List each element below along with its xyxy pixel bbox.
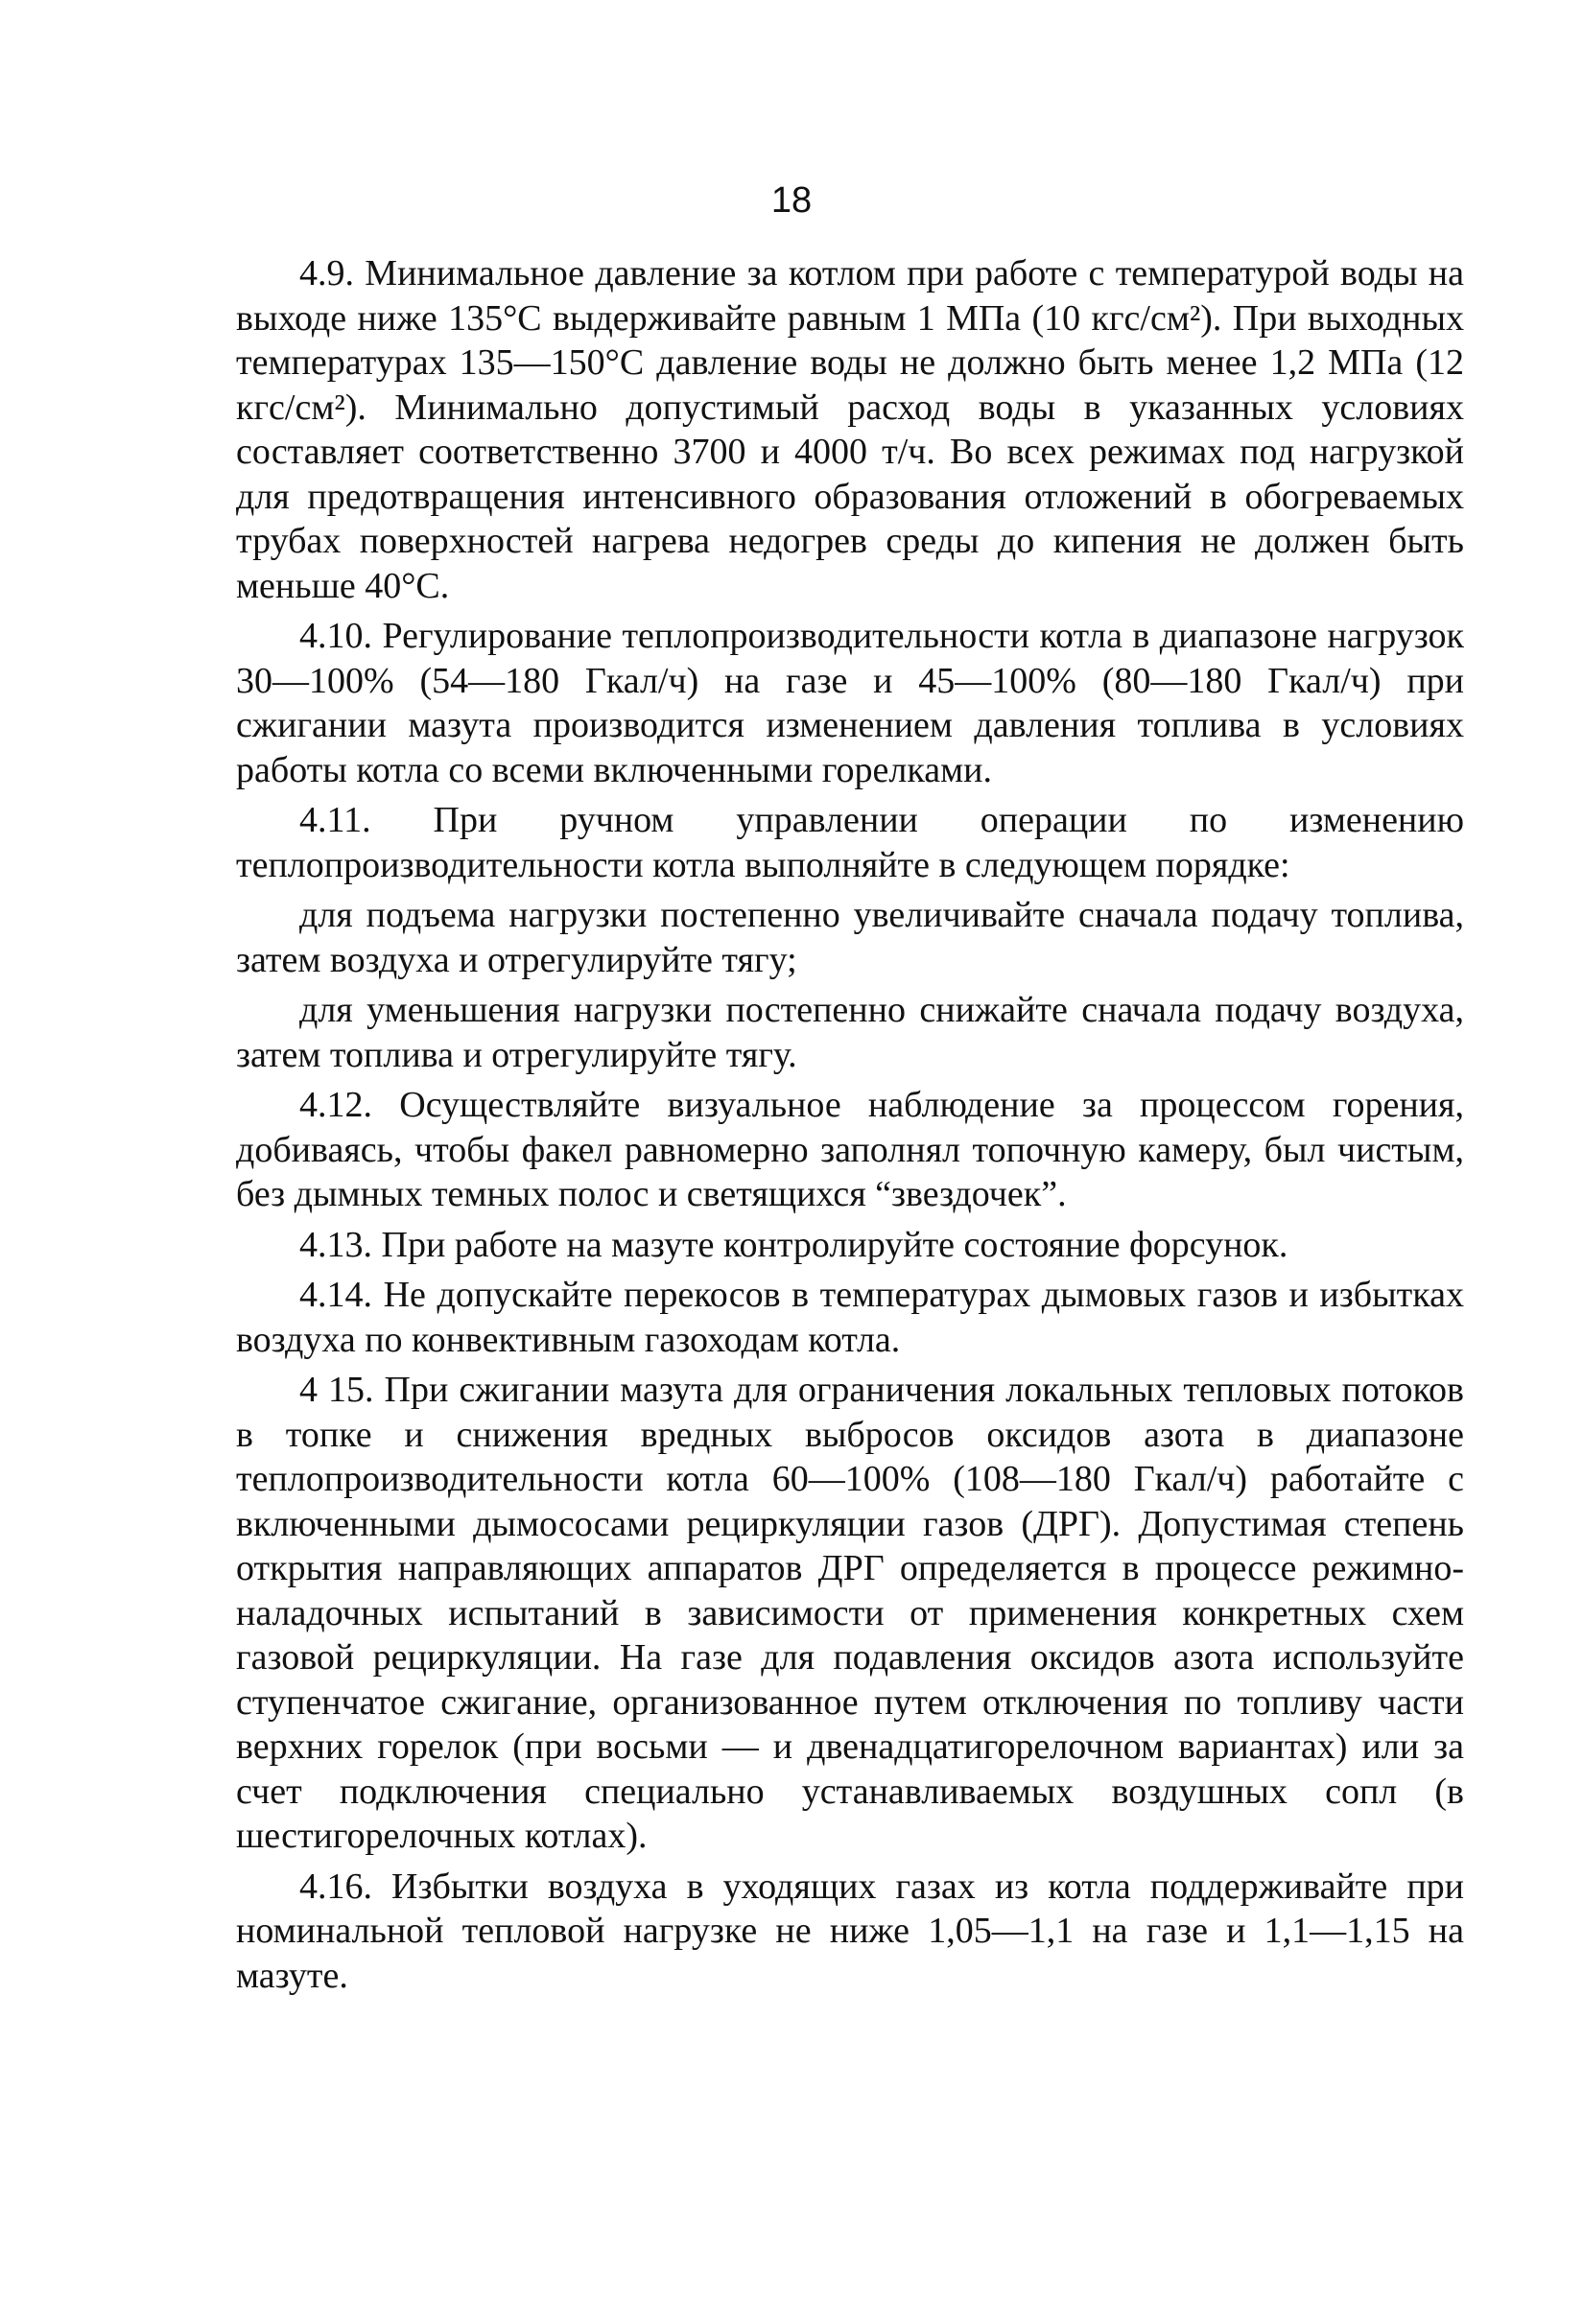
paragraph-text: для подъема нагрузки постепенно увеличивайте сначала подачу топлива, затем воздуха и отрегулируйте тягу; (236, 895, 1464, 980)
paragraph-text: При сжигании мазута для ограничения локальных тепловых потоков в топке и снижения вредных выбросов оксидов азота в диапазоне теплопроизводительности котла 60—100% (108—180 Гкал/ч) работайте с включенными дымососами рециркуляции газов (ДРГ). Допустимая степень открытия направляющих аппаратов ДРГ определяется в процессе режимно-наладочных испытаний в зависимости от применения конкретных схем газовой рециркуляции. На газе для подавления оксидов азота используйте ступенчатое сжигание, организованное путем отключения по топливу части верхних горелок (при восьми — и двенадцатигорелочном вариантах) или за счет подключения специально устанавливаемых воздушных сопл (в шестигорелочных котлах). (236, 1370, 1464, 1856)
paragraph-number: 4.10. (299, 616, 372, 656)
paragraph-4-14 (236, 1273, 1464, 1362)
paragraph-4-10 (236, 614, 1464, 792)
paragraph-load-decrease (236, 988, 1464, 1077)
paragraph-number: 4 15. (299, 1370, 374, 1410)
paragraph-text: При работе на мазуте контролируйте состояние форсунок. (381, 1224, 1288, 1265)
paragraph-text: для уменьшения нагрузки постепенно снижайте сначала подачу воздуха, затем топлива и отрегулируйте тягу. (236, 990, 1464, 1075)
paragraph-number: 4.9. (299, 253, 354, 293)
paragraph-number: 4.11. (299, 800, 371, 840)
paragraph-number: 4.14. (299, 1275, 372, 1315)
paragraph-number: 4.12. (299, 1085, 372, 1125)
paragraph-4-15 (236, 1368, 1464, 1859)
paragraph-4-11 (236, 798, 1464, 887)
paragraph-text: Осуществляйте визуальное наблюдение за процессом горения, добиваясь, чтобы факел равномерно заполнял топочную камеру, был чистым, без дымных темных полос и светящихся “звездочек”. (236, 1085, 1464, 1214)
paragraph-number: 4.13. (299, 1224, 372, 1265)
paragraph-4-13 (236, 1223, 1464, 1268)
paragraph-text: Не допускайте перекосов в температурах дымовых газов и избытках воздуха по конвективным газоходам котла. (236, 1275, 1465, 1360)
paragraph-4-16 (236, 1865, 1464, 1999)
paragraph-number: 4.16. (299, 1866, 372, 1907)
paragraph-text: Регулирование теплопроизводительности котла в диапазоне нагрузок 30—100% (54—180 Гкал/ч) на газе и 45—100% (80—180 Гкал/ч) при сжигании мазута производится изменением давления топлива в условиях работы котла со всеми включенными горелками. (236, 616, 1465, 790)
paragraph-4-9 (236, 251, 1464, 608)
paragraph-text: Минимальное давление за котлом при работе с температурой воды на выходе ниже 135°С выдерживайте равным 1 МПа (10 кгс/см²). При выходных температурах 135—150°С давление воды не должно быть менее 1,2 МПа (12 кгс/см²). Минимально допустимый расход воды в указанных условиях составляет соответственно 3700 и 4000 т/ч. Во всех режимах под нагрузкой для предотвращения интенсивного образования отложений в обогреваемых трубах поверхностей нагрева недогрев среды до кипения не должен быть меньше 40°С. (236, 253, 1464, 606)
paragraph-text: Избытки воздуха в уходящих газах из котла поддерживайте при номинальной тепловой нагрузке не ниже 1,05—1,1 на газе и 1,1—1,15 на мазуте. (236, 1866, 1464, 1996)
paragraph-text: При ручном управлении операции по изменению теплопроизводительности котла выполняйте в следующем порядке: (236, 800, 1464, 885)
body-text (236, 251, 1464, 1998)
page-number: 18 (770, 180, 813, 221)
paragraph-4-12 (236, 1083, 1464, 1217)
paragraph-load-increase (236, 893, 1464, 982)
